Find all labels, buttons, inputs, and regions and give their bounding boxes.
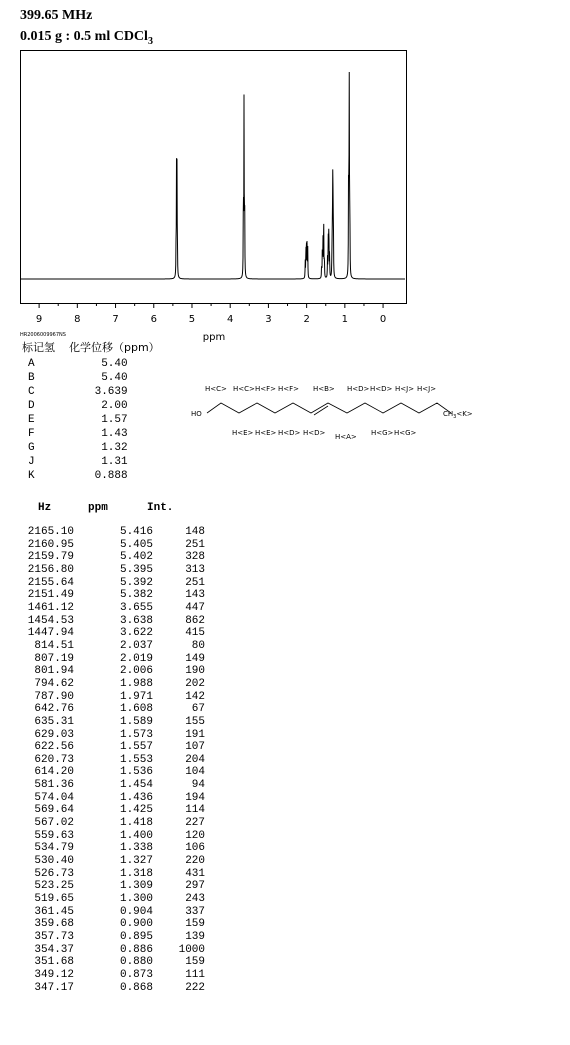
peak-intensity: 106 bbox=[185, 842, 205, 855]
peak-row bbox=[20, 665, 205, 678]
assignment-ppm: 0.888 bbox=[94, 470, 128, 482]
x-tick-label: 0 bbox=[379, 314, 387, 325]
peak-row bbox=[20, 526, 205, 539]
peak-ppm: 5.392 bbox=[119, 576, 153, 589]
assignment-header-label: 标记氢 bbox=[22, 341, 55, 354]
peak-row bbox=[20, 691, 205, 704]
hydroxyl-label: HO bbox=[191, 410, 202, 418]
peak-intensity: 227 bbox=[185, 817, 205, 830]
peak-intensity: 862 bbox=[185, 614, 205, 627]
assignment-ppm: 5.40 bbox=[101, 358, 128, 370]
peak-hz: 2156.80 bbox=[27, 563, 74, 576]
peak-hz: 2159.79 bbox=[27, 551, 74, 564]
peak-hz: 349.12 bbox=[34, 968, 74, 981]
peak-hz: 574.04 bbox=[34, 791, 74, 804]
peak-row bbox=[20, 893, 205, 906]
peak-ppm: 2.019 bbox=[119, 652, 153, 665]
peak-row bbox=[20, 906, 205, 919]
peak-intensity: 104 bbox=[185, 766, 205, 779]
peak-row bbox=[20, 855, 205, 868]
assignment-ppm: 5.40 bbox=[101, 372, 128, 384]
peak-hz: 526.73 bbox=[34, 867, 74, 880]
peak-ppm: 0.886 bbox=[119, 943, 153, 956]
hydrogen-label: H<B> bbox=[313, 385, 335, 393]
methyl-label: $CH_3<K>$ bbox=[443, 410, 473, 420]
assignment-label: F bbox=[28, 428, 35, 440]
hydrogen-label: H<C> bbox=[205, 385, 227, 393]
peak-ppm: 1.425 bbox=[119, 804, 153, 817]
peak-ppm: 1.971 bbox=[119, 690, 153, 703]
col-header-ppm: ppm bbox=[88, 502, 108, 514]
peak-hz: 1454.53 bbox=[27, 614, 74, 627]
peak-ppm: 2.006 bbox=[119, 665, 153, 678]
spectrometer-frequency: 399.65 MHz bbox=[20, 8, 93, 23]
assignment-label: D bbox=[28, 400, 35, 412]
peak-intensity: 297 bbox=[185, 880, 205, 893]
peak-row bbox=[20, 956, 205, 969]
peak-ppm: 3.655 bbox=[119, 601, 153, 614]
peak-ppm: 0.900 bbox=[119, 918, 153, 931]
peak-ppm: 1.557 bbox=[119, 741, 153, 754]
peak-row bbox=[20, 589, 205, 602]
peak-intensity: 155 bbox=[185, 715, 205, 728]
hydrogen-label: H<D> bbox=[278, 429, 301, 437]
peak-row bbox=[20, 640, 205, 653]
peak-ppm: 1.300 bbox=[119, 893, 153, 906]
peak-hz: 530.40 bbox=[34, 855, 74, 868]
peak-hz: 794.62 bbox=[34, 677, 74, 690]
peak-intensity: 159 bbox=[185, 956, 205, 969]
peak-ppm: 0.868 bbox=[119, 981, 153, 994]
peak-intensity: 220 bbox=[185, 855, 205, 868]
peak-hz: 347.17 bbox=[34, 981, 74, 994]
x-tick-label: 5 bbox=[188, 314, 196, 325]
peak-ppm: 1.327 bbox=[119, 855, 153, 868]
peak-ppm: 3.638 bbox=[119, 614, 153, 627]
peak-intensity: 120 bbox=[185, 829, 205, 842]
peak-row bbox=[20, 754, 205, 767]
assignment-label: A bbox=[28, 358, 35, 370]
peak-intensity: 415 bbox=[185, 627, 205, 640]
peak-ppm: 1.338 bbox=[119, 842, 153, 855]
assignment-header bbox=[22, 339, 160, 355]
peak-ppm: 5.382 bbox=[119, 589, 153, 602]
assignment-ppm: 2.00 bbox=[101, 400, 128, 412]
hydrogen-label: H<E> bbox=[232, 429, 254, 437]
peak-ppm: 0.873 bbox=[119, 968, 153, 981]
peak-intensity: 313 bbox=[185, 563, 205, 576]
hydrogen-label: H<A> bbox=[335, 433, 357, 441]
peak-row bbox=[20, 627, 205, 640]
assignment-row bbox=[28, 427, 128, 441]
sample-concentration: 0.015 g : 0.5 ml CDCl$_3$ bbox=[20, 29, 153, 47]
peak-ppm: 1.309 bbox=[119, 880, 153, 893]
peak-hz: 569.64 bbox=[34, 804, 74, 817]
peak-intensity: 202 bbox=[185, 677, 205, 690]
peak-ppm: 5.405 bbox=[119, 538, 153, 551]
peak-intensity: 337 bbox=[185, 905, 205, 918]
x-axis-ticks bbox=[36, 303, 386, 325]
hydrogen-label: H<E> bbox=[255, 429, 277, 437]
peak-ppm: 1.400 bbox=[119, 829, 153, 842]
x-tick-label: 6 bbox=[150, 314, 157, 325]
peak-row bbox=[20, 678, 205, 691]
carbon-chain-bonds bbox=[207, 403, 451, 413]
peak-hz: 642.76 bbox=[34, 703, 74, 716]
peak-ppm: 1.418 bbox=[119, 817, 153, 830]
assignment-row bbox=[28, 385, 128, 399]
peak-intensity: 143 bbox=[185, 589, 205, 602]
peak-intensity: 243 bbox=[185, 893, 205, 906]
peak-intensity: 67 bbox=[191, 703, 205, 716]
peak-intensity: 94 bbox=[191, 779, 205, 792]
peak-intensity: 194 bbox=[185, 791, 205, 804]
peak-hz: 519.65 bbox=[34, 893, 74, 906]
peak-row bbox=[20, 577, 205, 590]
assignment-row bbox=[28, 399, 128, 413]
assignment-ppm: 3.639 bbox=[94, 386, 128, 398]
hydrogen-label: H<F> bbox=[278, 385, 300, 393]
peak-ppm: 1.436 bbox=[119, 791, 153, 804]
top-hydrogen-labels bbox=[205, 385, 436, 393]
peak-table bbox=[20, 526, 205, 994]
peak-row bbox=[20, 842, 205, 855]
peak-row bbox=[20, 868, 205, 881]
peak-hz: 622.56 bbox=[34, 741, 74, 754]
peak-row bbox=[20, 716, 205, 729]
peak-ppm: 1.608 bbox=[119, 703, 153, 716]
peak-hz: 1447.94 bbox=[27, 627, 74, 640]
assignment-row bbox=[28, 441, 128, 455]
peak-ppm: 1.553 bbox=[119, 753, 153, 766]
x-tick-label: 2 bbox=[303, 314, 310, 325]
peak-intensity: 149 bbox=[185, 652, 205, 665]
assignment-label: G bbox=[28, 442, 35, 454]
peak-hz: 1461.12 bbox=[27, 601, 74, 614]
hydrogen-label: H<G> bbox=[394, 429, 417, 437]
peak-row bbox=[20, 615, 205, 628]
peak-row bbox=[20, 766, 205, 779]
peak-intensity: 222 bbox=[185, 981, 205, 994]
assignment-row bbox=[28, 455, 128, 469]
peak-hz: 2165.10 bbox=[27, 526, 74, 538]
peak-row bbox=[20, 539, 205, 552]
nmr-spectrum-chart bbox=[0, 0, 570, 345]
assignment-ppm: 1.31 bbox=[101, 456, 128, 468]
peak-hz: 801.94 bbox=[34, 665, 74, 678]
peak-intensity: 159 bbox=[185, 918, 205, 931]
peak-row bbox=[20, 880, 205, 893]
peak-hz: 2155.64 bbox=[27, 576, 74, 589]
assignment-label: E bbox=[28, 414, 35, 426]
peak-ppm: 5.416 bbox=[119, 526, 153, 538]
spectrum-trace bbox=[21, 72, 405, 279]
assignment-label: J bbox=[28, 456, 35, 468]
peak-row bbox=[20, 551, 205, 564]
peak-hz: 359.68 bbox=[34, 918, 74, 931]
peak-ppm: 5.395 bbox=[119, 563, 153, 576]
peak-intensity: 328 bbox=[185, 551, 205, 564]
x-tick-label: 3 bbox=[265, 314, 272, 325]
structure-diagram bbox=[185, 372, 475, 442]
peak-hz: 620.73 bbox=[34, 753, 74, 766]
peak-intensity: 190 bbox=[185, 665, 205, 678]
peak-intensity: 431 bbox=[185, 867, 205, 880]
assignment-ppm: 1.57 bbox=[101, 414, 128, 426]
hydrogen-label: H<D> bbox=[303, 429, 326, 437]
peak-row bbox=[20, 830, 205, 843]
peak-hz: 523.25 bbox=[34, 880, 74, 893]
peak-hz: 581.36 bbox=[34, 779, 74, 792]
peak-ppm: 1.536 bbox=[119, 766, 153, 779]
hydrogen-label: H<F> bbox=[255, 385, 277, 393]
peak-intensity: 447 bbox=[185, 601, 205, 614]
peak-row bbox=[20, 779, 205, 792]
peak-ppm: 0.904 bbox=[119, 905, 153, 918]
peak-ppm: 1.573 bbox=[119, 728, 153, 741]
hydrogen-label: H<D> bbox=[370, 385, 393, 393]
peak-row bbox=[20, 918, 205, 931]
col-header-hz: Hz bbox=[38, 502, 52, 514]
peak-ppm: 1.988 bbox=[119, 677, 153, 690]
hydrogen-label: H<C> bbox=[233, 385, 255, 393]
peak-intensity: 139 bbox=[185, 931, 205, 943]
peak-intensity: 148 bbox=[185, 526, 205, 538]
peak-hz: 351.68 bbox=[34, 956, 74, 969]
peak-row bbox=[20, 741, 205, 754]
peak-row bbox=[20, 944, 205, 957]
assignment-label: K bbox=[28, 470, 35, 482]
assignment-header-shift: 化学位移（ppm） bbox=[69, 341, 160, 354]
peak-intensity: 80 bbox=[191, 639, 205, 652]
bottom-hydrogen-labels bbox=[232, 429, 417, 441]
peak-row bbox=[20, 804, 205, 817]
sample-code: HR2006009967NS bbox=[20, 332, 66, 338]
peak-hz: 807.19 bbox=[34, 652, 74, 665]
x-axis-label: ppm bbox=[202, 332, 226, 343]
peak-intensity: 191 bbox=[185, 728, 205, 741]
peak-row bbox=[20, 602, 205, 615]
peak-intensity: 1000 bbox=[178, 943, 205, 956]
peak-ppm: 1.318 bbox=[119, 867, 153, 880]
assignment-ppm: 1.43 bbox=[101, 428, 128, 440]
peak-ppm: 0.880 bbox=[119, 956, 153, 969]
peak-intensity: 107 bbox=[185, 741, 205, 754]
peak-row bbox=[20, 792, 205, 805]
peak-row bbox=[20, 969, 205, 982]
peak-intensity: 111 bbox=[185, 968, 205, 981]
peak-hz: 361.45 bbox=[34, 905, 74, 918]
peak-ppm: 1.454 bbox=[119, 779, 153, 792]
x-tick-label: 1 bbox=[341, 314, 349, 325]
peak-hz: 534.79 bbox=[34, 842, 74, 855]
peak-hz: 787.90 bbox=[34, 690, 74, 703]
assignment-table bbox=[28, 357, 128, 483]
peak-hz: 357.73 bbox=[34, 931, 74, 943]
peak-hz: 567.02 bbox=[34, 817, 74, 830]
peak-hz: 2151.49 bbox=[27, 589, 74, 602]
peak-intensity: 142 bbox=[185, 690, 205, 703]
assignment-label: C bbox=[28, 386, 35, 398]
peak-row bbox=[20, 931, 205, 944]
hydrogen-label: H<J> bbox=[395, 385, 415, 393]
peak-intensity: 114 bbox=[185, 804, 205, 817]
peak-ppm: 0.895 bbox=[119, 931, 153, 943]
peak-row bbox=[20, 817, 205, 830]
peak-row bbox=[20, 703, 205, 716]
assignment-row bbox=[28, 469, 128, 483]
peak-hz: 629.03 bbox=[34, 728, 74, 741]
peak-ppm: 2.037 bbox=[119, 639, 153, 652]
x-tick-label: 4 bbox=[227, 314, 234, 325]
peak-hz: 635.31 bbox=[34, 715, 74, 728]
peak-hz: 614.20 bbox=[34, 766, 74, 779]
assignment-label: B bbox=[28, 372, 35, 384]
peak-intensity: 204 bbox=[185, 753, 205, 766]
assignment-row bbox=[28, 371, 128, 385]
x-tick-label: 8 bbox=[74, 314, 81, 325]
peak-intensity: 251 bbox=[185, 538, 205, 551]
assignment-row bbox=[28, 357, 128, 371]
hydrogen-label: H<J> bbox=[417, 385, 437, 393]
peak-hz: 814.51 bbox=[34, 639, 74, 652]
peak-hz: 559.63 bbox=[34, 829, 74, 842]
peak-row bbox=[20, 653, 205, 666]
peak-row bbox=[20, 564, 205, 577]
peak-ppm: 3.622 bbox=[119, 627, 153, 640]
x-tick-label: 7 bbox=[112, 314, 119, 325]
hydrogen-label: H<D> bbox=[347, 385, 370, 393]
peak-intensity: 251 bbox=[185, 576, 205, 589]
assignment-ppm: 1.32 bbox=[101, 442, 128, 454]
x-tick-label: 9 bbox=[35, 314, 43, 325]
assignment-row bbox=[28, 413, 128, 427]
peak-row bbox=[20, 982, 205, 995]
col-header-int: Int. bbox=[147, 502, 174, 514]
peak-hz: 2160.95 bbox=[27, 538, 74, 551]
hydrogen-label: H<G> bbox=[371, 429, 394, 437]
peak-ppm: 5.402 bbox=[119, 551, 153, 564]
peak-hz: 354.37 bbox=[34, 943, 74, 956]
peak-row bbox=[20, 729, 205, 742]
peak-ppm: 1.589 bbox=[119, 715, 153, 728]
